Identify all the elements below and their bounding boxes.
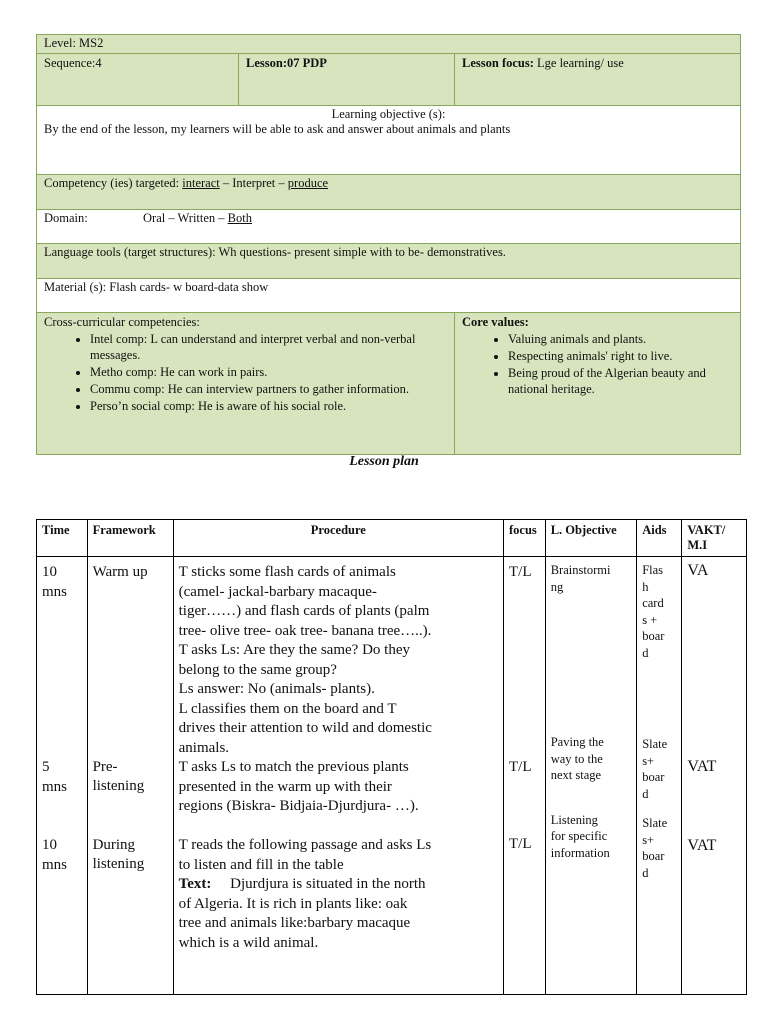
framework-line: listening [92,778,145,794]
lesson-focus-value: Lge learning/ use [537,56,624,70]
procedure-line: T asks Ls to match the previous plants [178,759,409,775]
time-line: mns [42,856,68,873]
time-cell [37,557,88,995]
objective-line: next stage [550,768,602,782]
cross-item: • Intel comp: L can understand and interpret verbal and non-verbal messages. [90,331,447,363]
procedure-line: drives their attention to wild and domestic [178,720,432,736]
col-procedure: Procedure [173,520,503,557]
cross-item: • Commu comp: He can interview partners to gather information. [90,381,447,397]
competency-cell [37,175,335,209]
col-objective: L. Objective [545,520,636,557]
procedure-line: of Algeria. It is rich in plants like: oak [178,895,408,912]
aids-line: s+ [642,832,655,847]
col-vakt: VAKT/ M.I [682,520,747,557]
aids-line: d [642,786,649,801]
procedure-line: belong to the same group? [178,661,337,678]
procedure-line: Ls answer: No (animals- plants). [178,681,375,697]
cross-curricular-list [44,331,447,414]
core-item: • Being proud of the Algerian beauty and national heritage. [508,365,733,397]
competency-mid: – Interpret – [219,176,288,190]
vakt-line: VAT [687,757,717,775]
text-first: Djurdjura is situated in the north [211,876,426,892]
lesson-cell [238,54,454,105]
language-tools-cell: Language tools (target structures): Wh questions- present simple with to be- demonstratives. [44,245,506,259]
framework-cell [87,557,173,995]
objective-label: Learning objective (s): [331,107,446,121]
aids-line: Slate [642,737,668,751]
focus-line: T/L [509,758,532,775]
aids-line: d [642,645,649,660]
aids-line: boar [642,770,665,784]
procedure-line: (camel- jackal-barbary macaque- [178,583,377,600]
objective-text: By the end of the lesson, my learners will be able to ask and answer about animals and plants [44,122,511,136]
lesson-focus-label: Lesson focus: [462,56,534,70]
time-line: 10 [42,564,57,580]
aids-line: Flas [642,563,664,577]
objective-line: Paving the [550,735,604,749]
material-cell: Material (s): Flash cards- w board-data show [44,280,269,294]
aids-line: boar [642,629,665,643]
objective-line: for specific [550,829,608,843]
core-item: • Respecting animals' right to live. [508,348,733,364]
lesson-plan-title: Lesson plan [349,454,419,469]
vakt-cell [682,557,747,995]
competency-prefix: Competency (ies) targeted: [44,176,183,190]
objective-line: Brainstormi [550,563,611,577]
lesson-plan-table [36,519,747,995]
focus-line: T/L [509,836,532,852]
procedure-line: tree and animals like:barbary macaque [178,915,411,931]
procedure-line: presented in the warm up with their [178,778,392,795]
procedure-line: regions (Biskra- Bidjaia-Djurdjura- …). [178,798,419,814]
procedure-line: to listen and fill in the table [178,856,344,873]
time-line: 10 [42,837,57,853]
objective-line: Listening [550,812,598,827]
framework-line: Warm up [92,564,148,580]
procedure-line: tiger……) and flash cards of plants (palm [178,603,430,619]
cross-item: • Perso’n social comp: He is aware of his social role. [90,398,447,414]
lesson-header-table [36,34,741,455]
procedure-cell [173,557,503,995]
time-line: mns [42,583,68,600]
core-values-cell [454,313,740,454]
focus-line: T/L [509,564,532,580]
lesson-label: Lesson:07 [246,56,300,70]
objective-line: information [550,845,610,860]
objective-line: way to the [550,751,603,766]
time-line: mns [42,778,68,795]
vakt-line: VA [687,562,709,579]
aids-line: h [642,579,649,594]
procedure-line: tree- olive tree- oak tree- banana tree…..). [178,622,432,639]
domain-label: Domain: [44,211,88,225]
competency-interact: interact [182,176,220,190]
focus-cell [504,557,546,995]
procedure-line: T asks Ls: Are they the same? Do they [178,642,410,658]
vakt-line: VAT [687,837,717,854]
aids-line: boar [642,849,665,863]
framework-line: listening [92,856,145,872]
lesson-focus-cell [454,54,740,105]
aids-line: card [642,596,664,610]
aids-line: s + [642,612,658,627]
text-label: Text: [178,876,212,892]
cross-curricular-cell [37,313,454,454]
aids-line: s+ [642,753,655,768]
domain-both: Both [227,211,252,225]
col-time: Time [37,520,88,557]
aids-line: Slate [642,816,668,830]
framework-line: Pre- [92,758,118,775]
col-framework: Framework [87,520,173,557]
procedure-text-line [179,875,498,895]
domain-cell [37,210,259,243]
procedure-line: animals. [178,739,230,756]
cross-item: • Metho comp: He can work in pairs. [90,364,447,380]
framework-line: During [92,836,136,853]
aids-line: d [642,865,649,880]
procedure-line: which is a wild animal. [178,934,319,951]
procedure-line: L classifies them on the board and T [178,700,397,717]
lesson-value: PDP [302,56,327,70]
procedure-line: T sticks some flash cards of animals [178,564,396,580]
cross-curricular-title: Cross-curricular competencies: [44,315,200,329]
sequence-cell: Sequence:4 [44,56,102,70]
aids-cell [637,557,682,995]
domain-text: Oral – Written – [143,211,228,225]
time-line: 5 [42,759,50,775]
core-values-title: Core values: [462,315,529,329]
objective-line: ng [550,579,564,594]
objective-cell [545,557,636,995]
level-cell: Level: MS2 [44,36,104,50]
procedure-line: T reads the following passage and asks Ls [178,837,432,853]
core-item: • Valuing animals and plants. [508,331,733,347]
col-aids: Aids [637,520,682,557]
core-values-list [462,331,733,397]
col-focus: focus [504,520,546,557]
competency-produce: produce [287,176,329,190]
